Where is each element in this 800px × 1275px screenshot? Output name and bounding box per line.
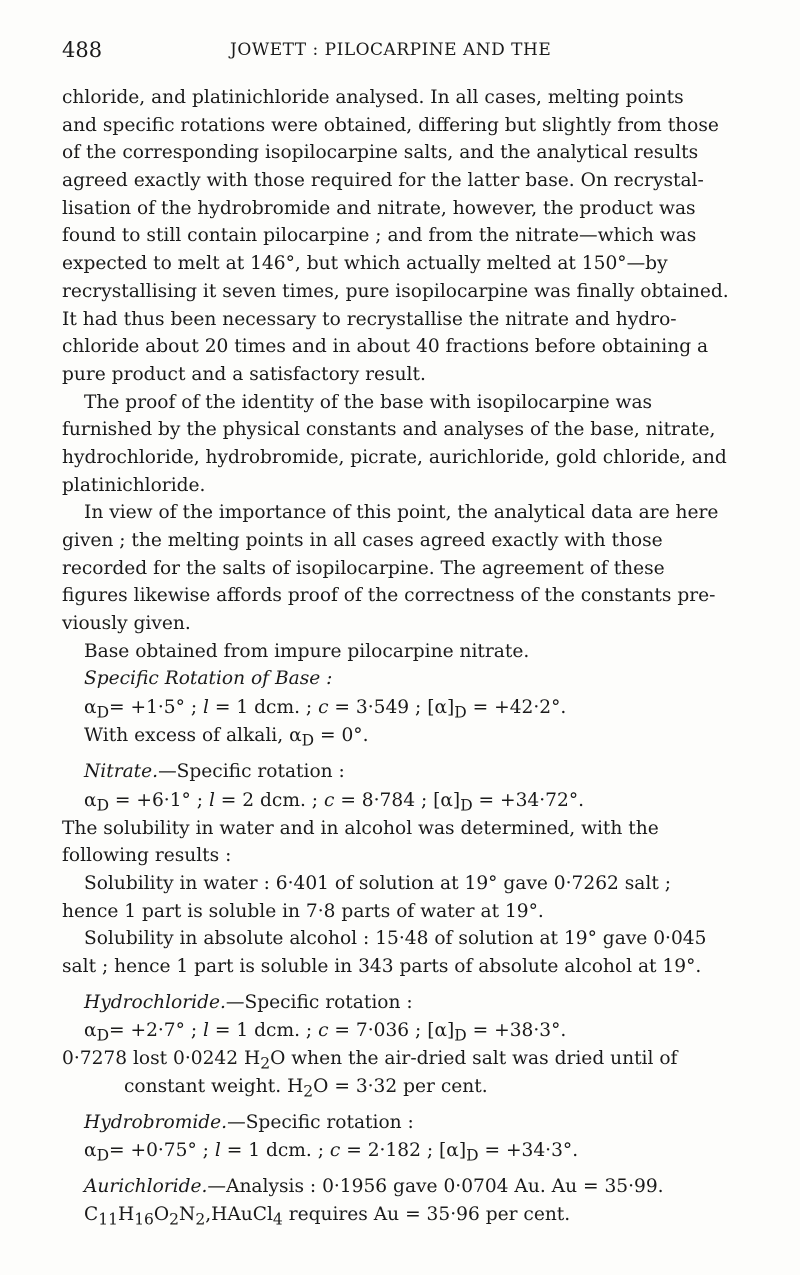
text-line: hence 1 part is soluble in 7·8 parts of water at 19°. (62, 900, 544, 922)
text-line: chloride about 20 times and in about 40 fractions before obtaining a (62, 336, 709, 358)
text-line: Nitrate.—Specific rotation : (84, 760, 345, 782)
text-line: Solubility in absolute alcohol : 15·48 of solution at 19° gave 0·045 (84, 928, 707, 950)
text-line: agreed exactly with those required for the latter base. On recrystal- (62, 170, 704, 192)
formula-line: $C_{11}H_{16}O_2N_2,HAuCl_4$ requires Au = 35·96 per cent. (84, 1204, 571, 1229)
text-line: lisation of the hydrobromide and nitrate, however, the product was (62, 197, 696, 219)
formula-line: $\alpha_D= +2\cdot 7^\circ$ ; l = 1 dcm. ; c = 7·036 ; $[\alpha]_D = +38\cdot 3^\circ$. (84, 1020, 567, 1046)
text-line: recrystallising it seven times, pure isopilocarpine was finally obtained. (62, 280, 729, 302)
text-line: Aurichloride.—Analysis : 0·1956 gave 0·0704 Au. Au = 35·99. (84, 1176, 664, 1198)
running-title: JOWETT : PILOCARPINE AND THE (230, 40, 552, 60)
text-line: given ; the melting points in all cases agreed exactly with those (62, 530, 663, 551)
text-line: Solubility in water : 6·401 of solution at 19° gave 0·7262 salt ; (84, 872, 671, 894)
formula-line: $\alpha_D = +6\cdot 1^\circ$ ; l = 2 dcm. ; c = 8·784 ; $[\alpha]_D = +34\cdot 72^\circ$. (84, 789, 585, 815)
section-heading: Specific Rotation of Base : (84, 668, 333, 690)
text-line: Hydrochloride.—Specific rotation : (84, 991, 413, 1013)
text-line: The proof of the identity of the base with isopilocarpine was (84, 391, 653, 413)
text-line: pure product and a satisfactory result. (62, 363, 426, 385)
text-line: figures likewise affords proof of the correctness of the constants pre- (62, 585, 716, 607)
text-line: hydrochloride, hydrobromide, picrate, aurichloride, gold chloride, and (62, 446, 727, 468)
text-line: furnished by the physical constants and analyses of the base, nitrate, (62, 419, 716, 441)
text-line: It had thus been necessary to recrystallise the nitrate and hydro- (62, 308, 677, 330)
text-line: With excess of alkali, $\alpha_D = 0^\circ$. (84, 725, 369, 750)
text-line: following results : (62, 845, 232, 867)
text-line: salt ; hence 1 part is soluble in 343 parts of absolute alcohol at 19°. (62, 955, 702, 977)
text-line: found to still contain pilocarpine ; and from the nitrate—which was (62, 225, 697, 247)
text-line: constant weight. $H_2O = 3\cdot 32$ per cent. (124, 1076, 488, 1101)
text-line: expected to melt at 146°, but which actually melted at 150°—by (62, 253, 668, 275)
text-line: 0·7278 lost 0·0242 $H_2O$ when the air-dried salt was dried until of (62, 1048, 678, 1074)
text-line: In view of the importance of this point, the analytical data are here (84, 502, 719, 524)
text-line: viously given. (62, 613, 191, 635)
text-line: recorded for the salts of isopilocarpine. The agreement of these (62, 557, 665, 579)
text-line: The solubility in water and in alcohol was determined, with the (62, 817, 659, 839)
text-line: Base obtained from impure pilocarpine nitrate. (84, 640, 530, 662)
page-number: 488 (62, 38, 103, 62)
running-header (62, 38, 742, 64)
text-line: chloride, and platinichloride analysed. In all cases, melting points (62, 87, 684, 108)
body-text (62, 84, 742, 1229)
formula-line: $\alpha_D= +1\cdot 5^\circ$ ; l = 1 dcm. ; c = 3·549 ; $[\alpha]_D = +42\cdot 2^\circ$. (84, 697, 567, 722)
text-line: of the corresponding isopilocarpine salts, and the analytical results (62, 142, 699, 164)
text-line: and specific rotations were obtained, differing but slightly from those (62, 114, 719, 136)
formula-line: $\alpha_D= +0\cdot 75^\circ$ ; l = 1 dcm. ; c = 2·182 ; $[\alpha]_D = +34\cdot 3^\circ$. (84, 1140, 579, 1166)
text-line: platinichloride. (62, 474, 206, 496)
text-line: Hydrobromide.—Specific rotation : (84, 1111, 414, 1133)
